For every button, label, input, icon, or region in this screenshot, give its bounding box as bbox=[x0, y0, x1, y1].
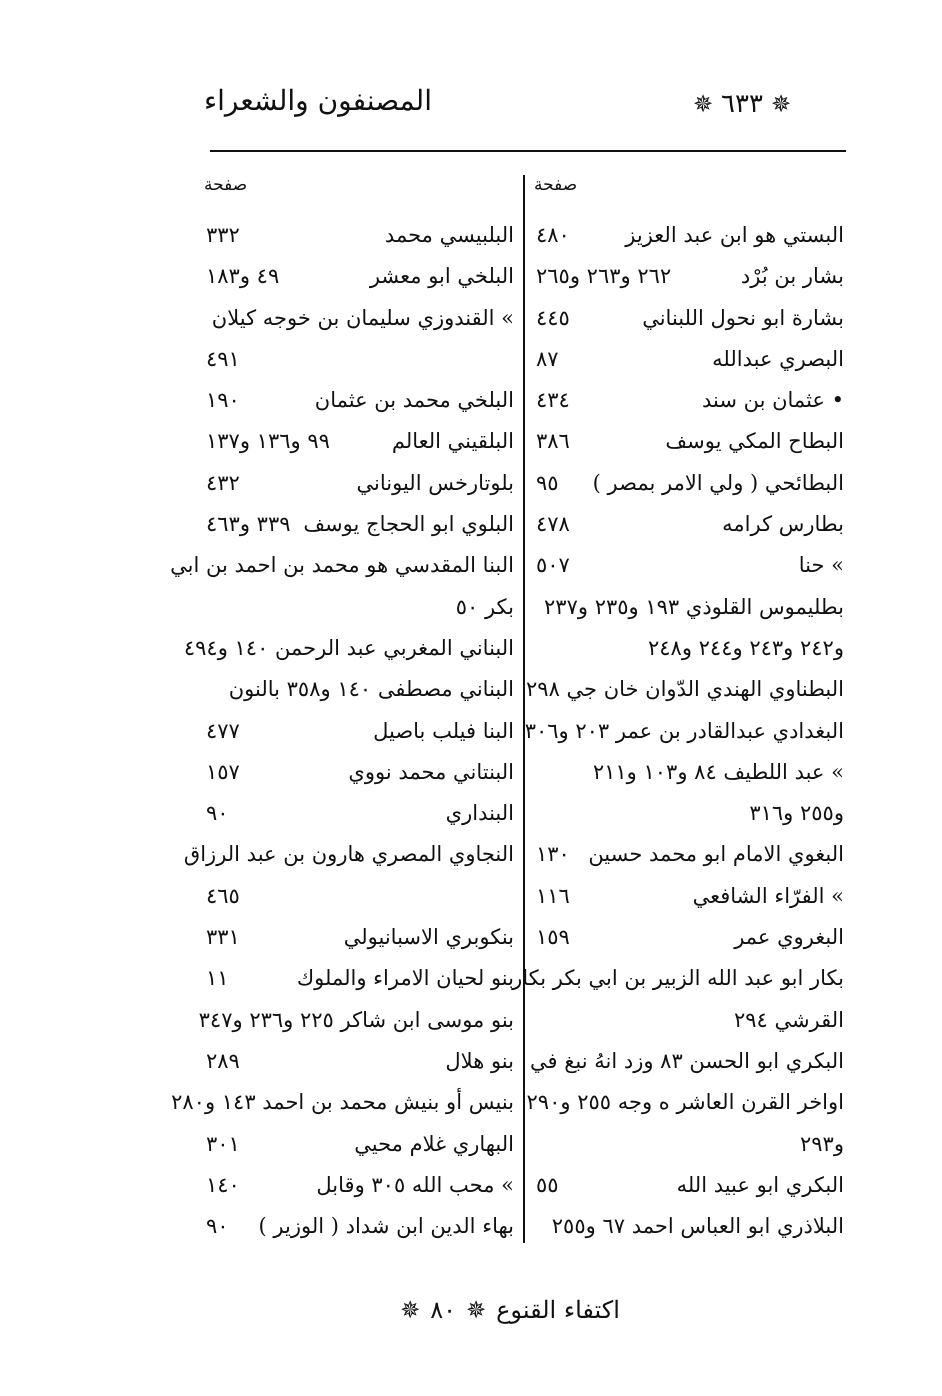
entry-name: القرشي ٢٩٤ bbox=[733, 1007, 844, 1032]
index-entry bbox=[530, 1124, 848, 1165]
entry-name: البطناوي الهندي الدّوان خان جي ٢٩٨ bbox=[526, 677, 844, 702]
entry-pages: ٣٠١ bbox=[206, 1131, 240, 1156]
index-entry bbox=[530, 587, 848, 628]
index-entry bbox=[200, 1124, 518, 1165]
entry-name: البكري ابو الحسن ٨٣ وزد انهُ نبغ في bbox=[529, 1048, 844, 1073]
index-entry bbox=[200, 298, 518, 339]
index-entry bbox=[530, 1165, 848, 1206]
entry-pages: ١٩٠ bbox=[206, 388, 240, 413]
index-entry bbox=[530, 339, 848, 380]
index-entry bbox=[524, 711, 848, 752]
index-entry bbox=[171, 1082, 518, 1123]
index-entry bbox=[200, 958, 518, 999]
index-entry bbox=[512, 958, 848, 999]
entry-name: النجاوي المصري هارون بن عبد الرزاق bbox=[183, 842, 514, 867]
entry-name: بشار بن بُرْد bbox=[740, 264, 844, 289]
page-number: ٦٣٣ bbox=[721, 89, 763, 119]
entry-name: بنو هلال bbox=[445, 1048, 514, 1073]
index-entry bbox=[526, 1082, 848, 1123]
index-entry bbox=[530, 834, 848, 875]
entry-name: بنو لحيان الامراء والملوك bbox=[296, 966, 514, 991]
entry-name: البلخي محمد بن عثمان bbox=[314, 388, 514, 413]
index-entry bbox=[200, 1041, 518, 1082]
index-entry bbox=[200, 752, 518, 793]
entry-name: البغوي الامام ابو محمد حسين bbox=[588, 842, 844, 867]
entry-name: بشارة ابو نحول اللبناني bbox=[642, 305, 844, 330]
index-entry bbox=[200, 876, 518, 917]
index-entry bbox=[200, 1000, 518, 1041]
entry-name: البطائحي ( ولي الامر بمصر ) bbox=[592, 470, 844, 495]
entry-pages: ٥٥ bbox=[536, 1172, 559, 1197]
entry-name: البناني مصطفى ١٤٠ و٣٥٨ بالنون bbox=[228, 677, 514, 702]
entry-name: اواخر القرن العاشر ه وجه ٢٥٥ و٢٩٠ bbox=[526, 1090, 844, 1115]
entry-name: » عبد اللطيف ٨٤ و١٠٣ و٢١١ bbox=[592, 759, 844, 784]
entry-pages: ١١٦ bbox=[536, 883, 570, 908]
entry-pages: ٣٣١ bbox=[206, 925, 240, 950]
entry-pages: ٣٨٦ bbox=[536, 429, 570, 454]
entry-name: بنكوبري الاسبانيولي bbox=[343, 925, 514, 950]
index-entry bbox=[530, 380, 848, 421]
ornament-icon: ✵ bbox=[400, 1296, 421, 1324]
entry-pages: ٩٥ bbox=[536, 470, 559, 495]
entry-name: البكري ابو عبيد الله bbox=[676, 1172, 844, 1197]
index-entry bbox=[200, 587, 518, 628]
index-entry bbox=[200, 669, 518, 710]
entry-pages: ١١ bbox=[206, 966, 229, 991]
entry-name: و٢٩٣ bbox=[800, 1131, 844, 1156]
entry-pages: ٩٠ bbox=[206, 1214, 229, 1239]
index-entry bbox=[530, 1041, 848, 1082]
entry-name: البصري عبدالله bbox=[712, 346, 844, 371]
entry-name: بطارس كرامه bbox=[722, 512, 844, 537]
ornament-icon: ✵ bbox=[770, 90, 792, 118]
index-entry bbox=[200, 793, 518, 834]
entry-name: » الفرّاء الشافعي bbox=[692, 883, 844, 908]
entry-name: البلاذري ابو العباس احمد ٦٧ و٢٥٥ bbox=[551, 1214, 844, 1239]
index-entry bbox=[530, 917, 848, 958]
entry-name: » محب الله ٣٠٥ وقابل bbox=[316, 1172, 514, 1197]
index-entry bbox=[530, 463, 848, 504]
entry-name: بطليموس القلوذي ١٩٣ و٢٣٥ و٢٣٧ bbox=[544, 594, 844, 619]
index-column-left bbox=[170, 175, 518, 1247]
entry-name: البلخي ابو معشر bbox=[369, 264, 514, 289]
index-entry bbox=[200, 711, 518, 752]
entry-pages: ١٣٠ bbox=[536, 842, 570, 867]
index-entry bbox=[200, 463, 518, 504]
entry-pages: ٩٩ و١٣٦ و١٣٧ bbox=[206, 429, 330, 454]
index-entry bbox=[530, 1206, 848, 1247]
index-entry bbox=[530, 256, 848, 297]
entry-name: » حنا bbox=[798, 553, 844, 578]
index-entry bbox=[530, 752, 848, 793]
entry-pages: ٣٣٩ و٤٦٣ bbox=[206, 512, 291, 537]
entry-name: و٢٤٢ و٢٤٣ و٢٤٤ و٢٤٨ bbox=[647, 635, 844, 660]
column-divider bbox=[523, 175, 525, 1243]
entry-name: بهاء الدين ابن شداد ( الوزير ) bbox=[258, 1214, 514, 1239]
entry-pages: ٤٩ و١٨٣ bbox=[206, 264, 280, 289]
index-entry bbox=[183, 834, 518, 875]
entry-name: البنتاني محمد نووي bbox=[348, 759, 514, 784]
entry-pages: ٤٤٥ bbox=[536, 305, 570, 330]
page-header bbox=[203, 78, 842, 134]
index-entry bbox=[530, 504, 848, 545]
index-entry bbox=[526, 669, 848, 710]
entry-list bbox=[512, 215, 848, 1247]
entry-name: البلوي ابو الحجاج يوسف bbox=[303, 512, 514, 537]
index-entry bbox=[170, 545, 518, 586]
entry-name: بكر ٥٠ bbox=[455, 594, 514, 619]
page-number-group bbox=[677, 84, 807, 124]
entry-name: البنا فيلب باصيل bbox=[373, 718, 514, 743]
entry-pages: ٤٩١ bbox=[206, 346, 240, 371]
entry-name: البنا المقدسي هو محمد بن احمد بن ابي bbox=[170, 553, 514, 578]
entry-pages: ٣٣٢ bbox=[206, 223, 240, 247]
index-entry bbox=[530, 421, 848, 462]
entry-name: البغروي عمر bbox=[734, 925, 844, 950]
entry-name: البناني المغربي عبد الرحمن ١٤٠ و٤٩٤ bbox=[183, 635, 514, 660]
entry-pages: ٥٠٧ bbox=[536, 553, 570, 578]
header-title: المصنفون والشعراء bbox=[203, 84, 432, 117]
index-entry bbox=[183, 628, 518, 669]
index-entry bbox=[530, 628, 848, 669]
entry-name: البغدادي عبدالقادر بن عمر ٢٠٣ و٣٠٦ bbox=[524, 718, 844, 743]
entry-pages: ٢٦٢ و٢٦٣ و٢٦٥ bbox=[536, 264, 672, 289]
entry-name: البهاري غلام محيي bbox=[354, 1131, 514, 1156]
ornament-icon: ✵ bbox=[692, 90, 714, 118]
column-heading: صفحة bbox=[534, 175, 578, 195]
header-rule bbox=[210, 150, 846, 152]
footer-number: ٨٠ bbox=[430, 1296, 456, 1324]
index-entry bbox=[200, 504, 518, 545]
index-entry bbox=[530, 298, 848, 339]
index-entry bbox=[530, 793, 848, 834]
index-entry bbox=[200, 1206, 518, 1247]
index-entry bbox=[200, 380, 518, 421]
entry-pages: ٨٧ bbox=[536, 346, 559, 371]
entry-pages: ٤٦٥ bbox=[206, 883, 240, 908]
entry-pages: ٤٣٢ bbox=[206, 470, 240, 495]
footer-label: اكتفاء القنوع bbox=[496, 1296, 620, 1324]
index-entry bbox=[200, 1165, 518, 1206]
entry-name: بكار ابو عبد الله الزبير بن ابي بكر بكار bbox=[512, 966, 844, 991]
entry-name: » القندوزي سليمان بن خوجه كيلان bbox=[211, 305, 514, 330]
index-entry bbox=[530, 876, 848, 917]
entry-pages: ٩٠ bbox=[206, 801, 229, 826]
index-entry bbox=[200, 917, 518, 958]
entry-name: البستي هو ابن عبد العزيز bbox=[625, 223, 844, 247]
entry-pages: ٤٣٤ bbox=[536, 388, 570, 413]
entry-pages: ١٥٩ bbox=[536, 925, 570, 950]
column-heading: صفحة bbox=[204, 175, 248, 195]
index-entry bbox=[200, 256, 518, 297]
entry-pages: ١٥٧ bbox=[206, 759, 240, 784]
index-entry bbox=[530, 215, 848, 256]
entry-name: بنيس أو بنيش محمد بن احمد ١٤٣ و٢٨٠ bbox=[171, 1090, 514, 1115]
entry-pages: ٤٧٨ bbox=[536, 512, 570, 537]
entry-name: البنداري bbox=[445, 801, 514, 826]
index-entry bbox=[530, 545, 848, 586]
entry-name: البلبيسي محمد bbox=[384, 223, 514, 247]
page-footer bbox=[380, 1290, 640, 1330]
entry-name: البلقيني العالم bbox=[391, 429, 514, 454]
index-column-right bbox=[512, 175, 848, 1247]
entry-pages: ٤٨٠ bbox=[536, 223, 570, 247]
index-entry bbox=[530, 1000, 848, 1041]
index-entry bbox=[200, 215, 518, 256]
index-entry bbox=[200, 339, 518, 380]
entry-pages: ٤٧٧ bbox=[206, 718, 240, 743]
entry-name: بنو موسى ابن شاكر ٢٢٥ و٢٣٦ و٣٤٧ bbox=[198, 1007, 514, 1032]
index-entry bbox=[200, 421, 518, 462]
entry-pages: ٢٨٩ bbox=[206, 1048, 240, 1073]
entry-name: البطاح المكي يوسف bbox=[665, 429, 844, 454]
entry-list bbox=[170, 215, 518, 1247]
entry-name: بلوتارخس اليوناني bbox=[356, 470, 514, 495]
entry-name: و٢٥٥ و٣١٦ bbox=[749, 801, 844, 826]
entry-name: • عثمان بن سند bbox=[701, 388, 844, 413]
entry-pages: ١٤٠ bbox=[206, 1172, 240, 1197]
ornament-icon: ✵ bbox=[466, 1296, 487, 1324]
